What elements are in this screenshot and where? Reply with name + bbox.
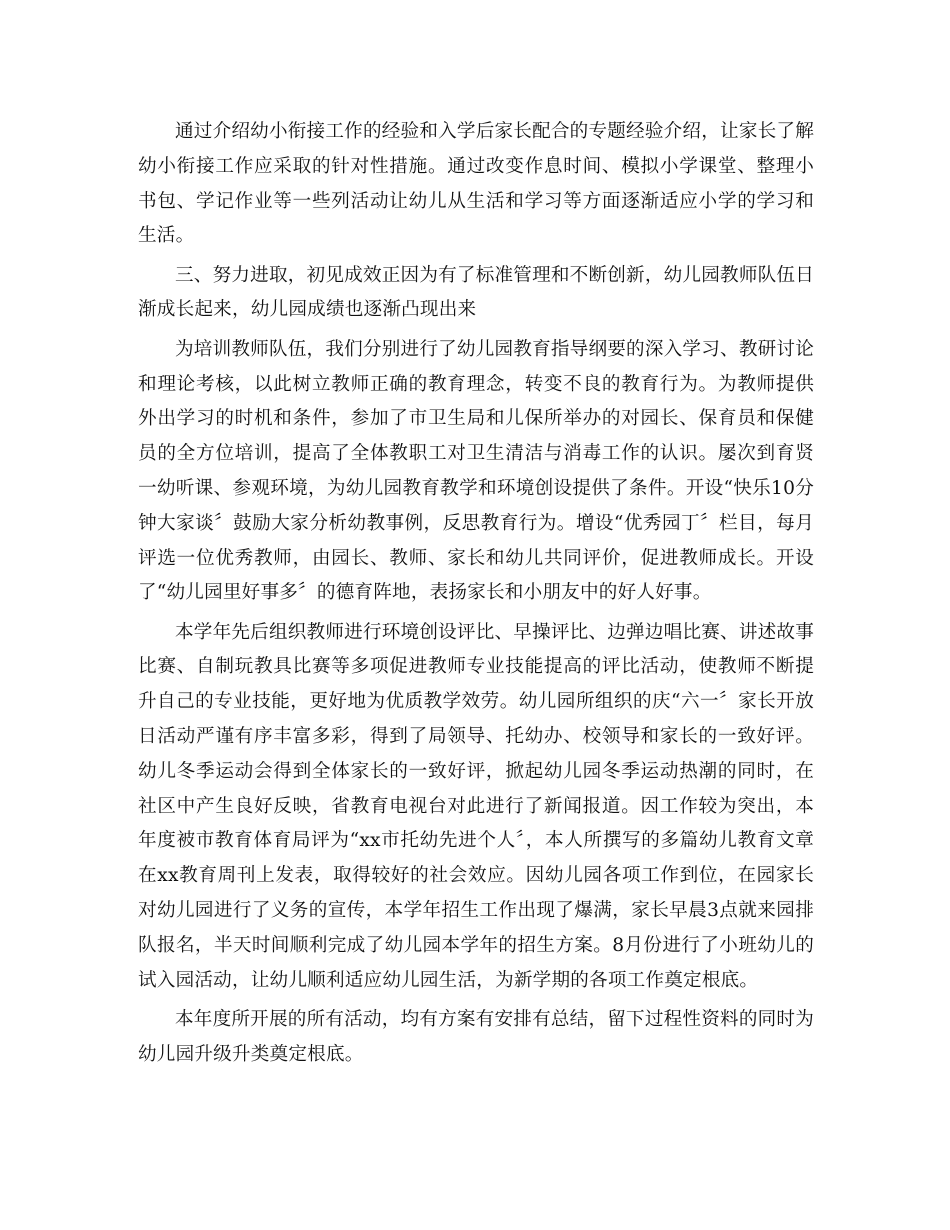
paragraph-transition-work: 通过介绍幼小衔接工作的经验和入学后家长配合的专题经验介绍，让家长了解幼小衔接工作应采取的针对性措施。通过改变作息时间、模拟小学课堂、整理小书包、学记作业等一些列活动让幼儿从生活和学习等方面逐渐适应小学的学习和生活。 [138, 121, 814, 247]
paragraph-summary: 本年度所开展的所有活动，均有方案有安排有总结，留下过程性资料的同时为幼儿园升级升类奠定根底。 [138, 1008, 814, 1065]
paragraph-section-heading: 三、努力进取，初见成效正因为有了标准管理和不断创新，幼儿园教师队伍日渐成长起来，幼儿园成绩也逐渐凸现出来 [138, 264, 814, 321]
paragraph-competitions: 本学年先后组织教师进行环境创设评比、早操评比、边弹边唱比赛、讲述故事比赛、自制玩教具比赛等多项促进教师专业技能提高的评比活动，使教师不断提升自己的专业技能，更好地为优质教学效劳。幼儿园所组织的庆“六一〞家长开放日活动严谨有序丰富多彩，得到了局领导、托幼办、校领导和家长的一致好评。幼儿冬季运动会得到全体家长的一致好评，掀起幼儿园冬季运动热潮的同时，在社区中产生良好反映，省教育电视台对此进行了新闻报道。因工作较为突出，本年度被市教育体育局评为“xx市托幼先进个人〞，本人所撰写的多篇幼儿教育文章在xx教育周刊上发表，取得较好的社会效应。因幼儿园各项工作到位，在园家长对幼儿园进行了义务的宣传，本学年招生工作出现了爆满，家长早晨3点就来园排队报名，半天时间顺利完成了幼儿园本学年的招生方案。8月份进行了小班幼儿的试入园活动，让幼儿顺利适应幼儿园生活，为新学期的各项工作奠定根底。 [138, 621, 814, 991]
document-body [138, 115, 814, 1077]
paragraph-teacher-training: 为培训教师队伍，我们分别进行了幼儿园教育指导纲要的深入学习、教研讨论和理论考核，以此树立教师正确的教育理念，转变不良的教育行为。为教师提供外出学习的时机和条件，参加了市卫生局和儿保所举办的对园长、保育员和保健员的全方位培训，提高了全体教职工对卫生清洁与消毒工作的认识。屡次到育贤一幼听课、参观环境，为幼儿园教育教学和环境创设提供了条件。开设“快乐10分钟大家谈〞鼓励大家分析幼教事例，反思教育行为。增设“优秀园丁〞栏目，每月评选一位优秀教师，由园长、教师、家长和幼儿共同评价，促进教师成长。开设了“幼儿园里好事多〞的德育阵地，表扬家长和小朋友中的好人好事。 [138, 338, 814, 604]
